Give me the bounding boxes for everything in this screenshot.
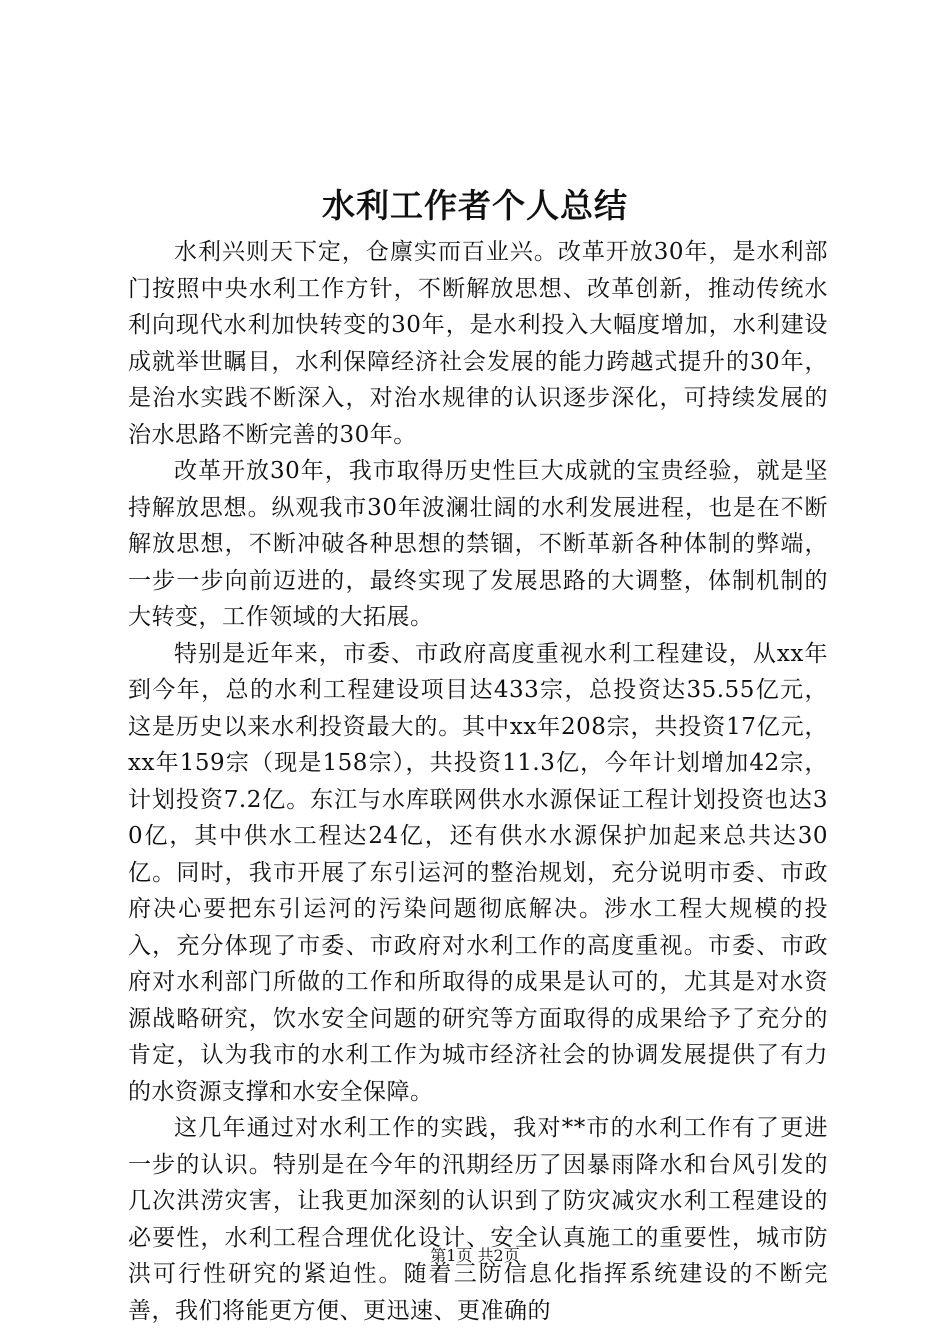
paragraph-1: 水利兴则天下定，仓廪实而百业兴。改革开放30年，是水利部门按照中央水利工作方针，不断解放思想、改革创新，推动传统水利向现代水利加快转变的30年，是水利投入大幅度增加，水利建设成就举世瞩目，水利保障经济社会发展的能力跨越式提升的30年，是治水实践不断深入，对治水规律的认识逐步深化，可持续发展的治水思路不断完善的30年。: [128, 239, 828, 448]
document-body: [128, 234, 828, 1329]
paragraph-3: 特别是近年来，市委、市政府高度重视水利工程建设，从xx年到今年，总的水利工程建设项目达433宗，总投资达35.55亿元，这是历史以来水利投资最大的。其中xx年208宗，共投资17亿元，xx年159宗（现是158宗），共投资11.3亿，今年计划增加42宗，计划投资7.2亿。东江与水库联网供水水源保证工程计划投资也达30亿，其中供水工程达24亿，还有供水水源保护加起来总共达30亿。同时，我市开展了东引运河的整治规划，充分说明市委、市政府决心要把东引运河的污染问题彻底解决。涉水工程大规模的投入，充分体现了市委、市政府对水利工作的高度重视。市委、市政府对水利部门所做的工作和所取得的成果是认可的，尤其是对水资源战略研究，饮水安全问题的研究等方面取得的成果给予了充分的肯定，认为我市的水利工作为城市经济社会的协调发展提供了有力的水资源支撑和水安全保障。: [128, 640, 828, 1105]
paragraph-2: 改革开放30年，我市取得历史性巨大成就的宝贵经验，就是坚持解放思想。纵观我市30年波澜壮阔的水利发展进程，也是在不断解放思想，不断冲破各种思想的禁锢，不断革新各种体制的弊端，一步一步向前迈进的，最终实现了发展思路的大调整，体制机制的大转变，工作领域的大拓展。: [128, 458, 828, 630]
paragraph-4: 这几年通过对水利工作的实践，我对**市的水利工作有了更进一步的认识。特别是在今年的汛期经历了因暴雨降水和台风引发的几次洪涝灾害，让我更加深刻的认识到了防灾减灾水利工程建设的必要性，水利工程合理优化设计、安全认真施工的重要性，城市防洪可行性研究的紧迫性。随着三防信息化指挥系统建设的不断完善，我们将能更方便、更迅速、更准确的: [128, 1115, 828, 1324]
document-title: 水利工作者个人总结: [322, 186, 628, 225]
page-number-footer: 第1页 共2页: [430, 1246, 520, 1265]
